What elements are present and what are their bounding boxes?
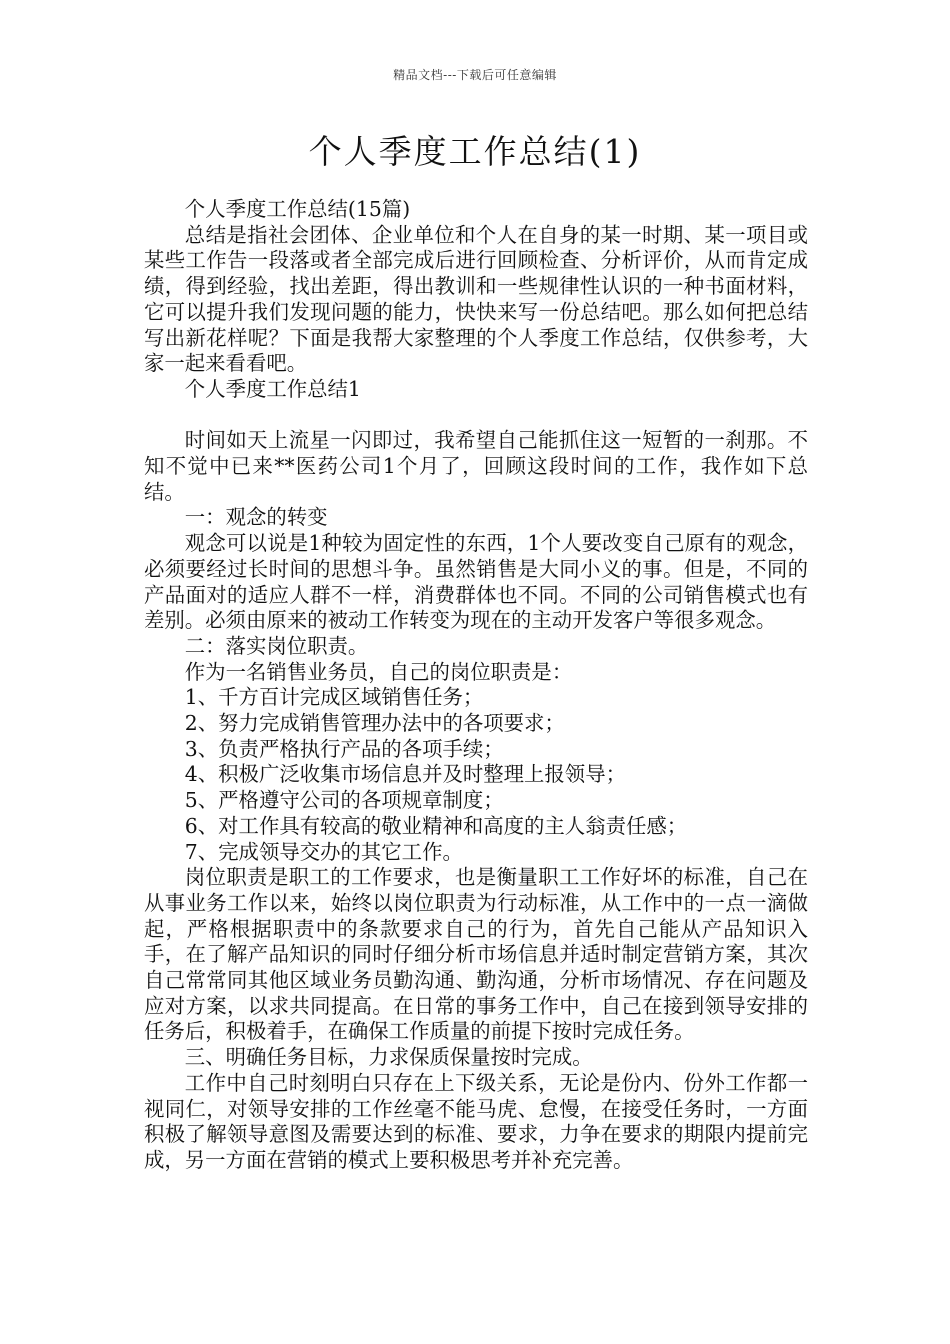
list-item: 7、完成领导交办的其它工作。 — [184, 839, 463, 864]
subheading-concept: 一：观念的转变 — [184, 505, 328, 530]
list-item: 2、努力完成销售管理办法中的各项要求； — [184, 711, 565, 736]
list-item: 5、严格遵守公司的各项规章制度； — [184, 788, 504, 813]
document-body — [144, 197, 808, 1174]
subheading-duties: 二：落实岗位职责。 — [184, 633, 369, 658]
subtitle-paragraph: 个人季度工作总结(15篇) — [184, 197, 411, 221]
list-item: 6、对工作具有较高的敬业精神和高度的主人翁责任感； — [184, 813, 688, 838]
intro-paragraph: 总结是指社会团体、企业单位和个人在自身的某一时期、某一项目或某些工作告一段落或者全部完成后进行回顾检查、分析评价，从而肯定成绩，得到经验，找出差距，得出教训和一些规律性认识的一种书面材料，它可以提升我们发现问题的能力，快快来写一份总结吧。那么如何把总结写出新花样呢？下面是我帮大家整理的个人季度工作总结，仅供参考，大家一起来看看吧。 — [144, 222, 808, 376]
subheading-goals: 三、明确任务目标，力求保质保量按时完成。 — [184, 1045, 593, 1070]
body-paragraph: 工作中自己时刻明白只存在上下级关系，无论是份内、份外工作都一视同仁，对领导安排的工作丝毫不能马虎、怠慢，在接受任务时，一方面积极了解领导意图及需要达到的标准、要求，力争在要求的期限内提前完成，另一方面在营销的模式上要积极思考并补充完善。 — [144, 1070, 808, 1172]
blank-line — [144, 403, 808, 429]
list-item: 4、积极广泛收集市场信息并及时整理上报领导； — [184, 762, 626, 787]
page-title: 个人季度工作总结(1) — [308, 132, 642, 171]
header-note: 精品文档---下载后可任意编辑 — [393, 68, 557, 82]
section-heading-1: 个人季度工作总结1 — [184, 376, 361, 401]
body-paragraph: 作为一名销售业务员，自己的岗位职责是： — [184, 659, 573, 684]
body-paragraph: 时间如天上流星一闪即过，我希望自己能抓住这一短暂的一刹那。不知不觉中已来**医药公司1个月了，回顾这段时间的工作，我作如下总结。 — [144, 428, 808, 504]
body-paragraph: 观念可以说是1种较为固定性的东西，1个人要改变自己原有的观念，必须要经过长时间的思想斗争。虽然销售是大同小义的事。但是，不同的产品面对的适应人群不一样，消费群体也不同。不同的公司销售模式也有差别。必须由原来的被动工作转变为现在的主动开发客户等很多观念。 — [144, 531, 808, 633]
list-item: 1、千方百计完成区域销售任务； — [184, 685, 484, 710]
body-paragraph: 岗位职责是职工的工作要求，也是衡量职工工作好坏的标准，自己在从事业务工作以来，始终以岗位职责为行动标准，从工作中的一点一滴做起，严格根据职责中的条款要求自己的行为，首先自己能从产品知识入手，在了解产品知识的同时仔细分析市场信息并适时制定营销方案，其次自己常常同其他区域业务员勤沟通、勤沟通，分析市场情况、存在问题及应对方案，以求共同提高。在日常的事务工作中，自己在接到领导安排的任务后，积极着手，在确保工作质量的前提下按时完成任务。 — [144, 865, 808, 1044]
list-item: 3、负责严格执行产品的各项手续； — [184, 736, 504, 761]
